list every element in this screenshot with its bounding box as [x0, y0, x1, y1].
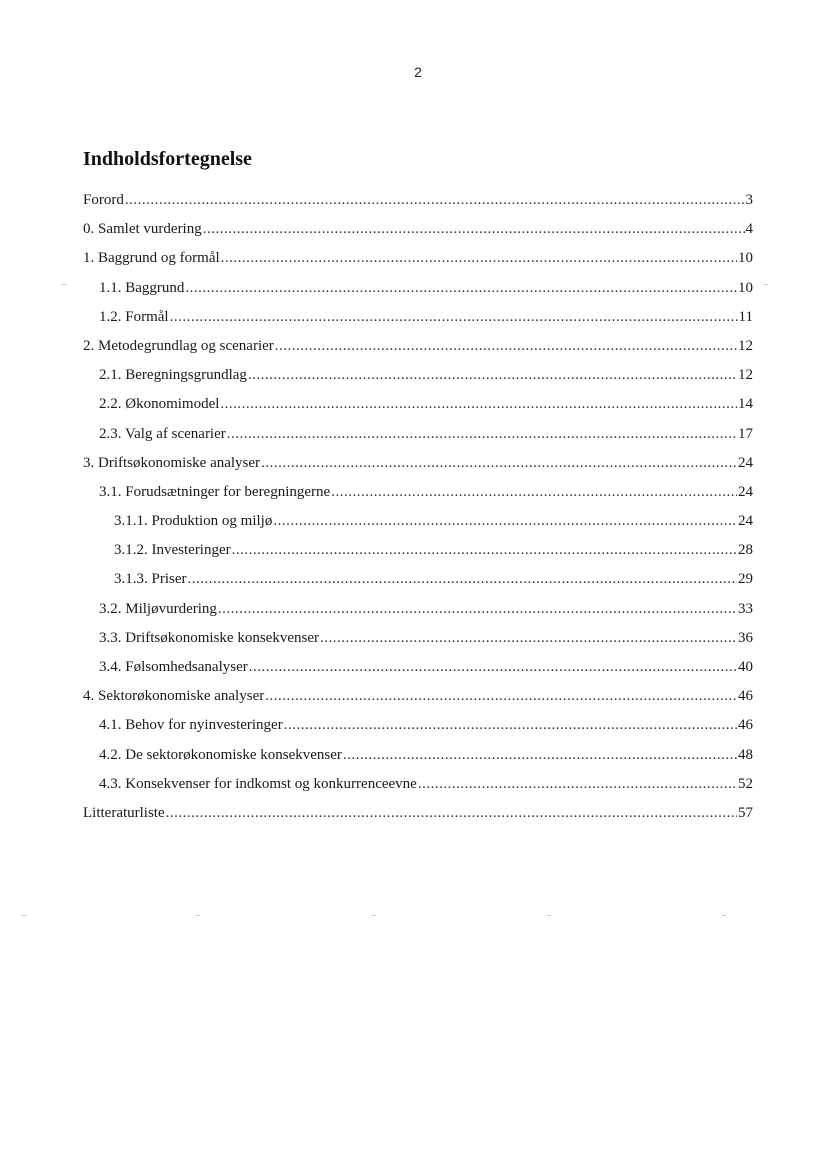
toc-entry-label: 3.1.2. Investeringer [114, 542, 231, 559]
toc-entry-page: 46 [738, 717, 753, 734]
toc-dot-leader [166, 799, 737, 828]
toc-entry-label: 1.2. Formål [99, 308, 169, 325]
toc-dot-leader [249, 653, 737, 682]
toc-dot-leader [331, 478, 737, 507]
toc-entry-label: 2.2. Økonomimodel [99, 396, 220, 413]
toc-entry[interactable] [83, 624, 753, 653]
toc-entry[interactable] [83, 332, 753, 361]
toc-dot-leader [275, 332, 737, 361]
toc-entry-label: 4.3. Konsekvenser for indkomst og konkurrenceevne [99, 775, 417, 792]
toc-entry-page: 33 [738, 600, 753, 617]
toc-entry-label: 2.1. Beregningsgrundlag [99, 367, 247, 384]
page-number: 2 [414, 64, 422, 80]
toc-entry-page: 11 [738, 308, 753, 325]
toc-dot-leader [265, 682, 737, 711]
toc-entry-page: 40 [738, 659, 753, 675]
toc-dot-leader [185, 274, 737, 303]
toc-entry-page: 17 [738, 425, 753, 442]
toc-entry-page: 36 [738, 629, 753, 646]
toc-entry[interactable] [83, 595, 753, 624]
toc-entry-label: Forord [83, 192, 124, 208]
toc-entry[interactable] [83, 741, 753, 770]
toc-dot-leader [273, 507, 737, 536]
toc-dot-leader [218, 595, 737, 624]
toc-entry[interactable] [83, 770, 753, 799]
scan-mark [547, 915, 551, 916]
toc-entry-label: 3.2. Miljøvurdering [99, 600, 217, 617]
toc-entry-page: 48 [738, 746, 753, 763]
scan-mark [372, 915, 376, 916]
scan-mark [196, 915, 200, 916]
toc-entry[interactable] [83, 799, 753, 828]
toc-entry[interactable] [83, 682, 753, 711]
toc-title: Indholdsfortegnelse [83, 148, 252, 170]
toc-entry[interactable] [83, 186, 753, 215]
toc-entry-page: 24 [738, 483, 753, 500]
toc-entry[interactable] [83, 215, 753, 244]
toc-entry[interactable] [83, 536, 753, 565]
scan-mark [62, 284, 66, 285]
toc-entry[interactable] [83, 565, 753, 594]
toc-entry[interactable] [83, 653, 753, 682]
toc-dot-leader [418, 770, 737, 799]
toc-entry-label: 2.3. Valg af scenarier [99, 425, 226, 442]
toc-entry-label: 4.2. De sektorøkonomiske konsekvenser [99, 746, 342, 763]
toc-entry-page: 10 [738, 250, 753, 267]
toc-dot-leader [125, 186, 745, 215]
toc-entry[interactable] [83, 390, 753, 419]
toc-dot-leader [170, 303, 738, 332]
toc-entry-page: 12 [738, 337, 753, 354]
toc-entry-label: 3.1. Forudsætninger for beregningerne [99, 483, 331, 500]
toc-entry-label: 4.1. Behov for nyinvesteringer [99, 717, 283, 734]
toc-entry-label: 1. Baggrund og formål [83, 250, 220, 267]
toc-entry-page: 24 [738, 513, 753, 530]
toc-entry-page: 28 [738, 542, 753, 559]
toc-entry-label: Litteraturliste [83, 804, 165, 821]
toc-entry-label: 1.1. Baggrund [99, 279, 185, 296]
toc-entry-label: 3.1.3. Priser [114, 571, 187, 588]
toc-entry-page: 10 [738, 279, 753, 296]
toc-entry-label: 3.3. Driftsøkonomiske konsekvenser [99, 629, 319, 646]
toc-entry-page: 52 [738, 775, 753, 792]
toc-entry-label: 4. Sektorøkonomiske analyser [83, 688, 265, 705]
toc-entry-page: 29 [738, 571, 753, 588]
toc-entry-page: 12 [738, 367, 753, 384]
toc-dot-leader [227, 420, 737, 449]
toc-entry-label: 3.4. Følsomhedsanalyser [99, 659, 248, 675]
toc-entry[interactable] [83, 507, 753, 536]
toc-entry-label: 3.1.1. Produktion og miljø [114, 513, 273, 530]
toc-dot-leader [320, 624, 737, 653]
toc-entry[interactable] [83, 420, 753, 449]
toc-dot-leader [248, 361, 737, 390]
toc-entry-page: 46 [738, 688, 753, 705]
toc-entry[interactable] [83, 478, 753, 507]
toc-entry-label: 3. Driftsøkonomiske analyser [83, 454, 261, 471]
toc-entry-page: 3 [745, 192, 753, 208]
toc-entry[interactable] [83, 303, 753, 332]
toc-dot-leader [221, 244, 737, 273]
toc-entry-page: 14 [738, 396, 753, 413]
scan-mark [722, 915, 726, 916]
toc-entry-page: 57 [738, 804, 753, 821]
toc-entry-label: 2. Metodegrundlag og scenarier [83, 337, 274, 354]
toc-entry[interactable] [83, 274, 753, 303]
scan-mark [22, 915, 26, 916]
table-of-contents [83, 186, 753, 828]
toc-entry-page: 4 [745, 221, 753, 238]
toc-dot-leader [188, 565, 738, 594]
toc-dot-leader [343, 741, 737, 770]
scan-mark [764, 284, 768, 285]
toc-entry-page: 24 [738, 454, 753, 471]
toc-entry[interactable] [83, 361, 753, 390]
toc-entry[interactable] [83, 244, 753, 273]
toc-dot-leader [284, 711, 737, 740]
toc-entry-label: 0. Samlet vurdering [83, 221, 202, 238]
toc-entry[interactable] [83, 449, 753, 478]
toc-dot-leader [261, 449, 737, 478]
toc-dot-leader [220, 390, 737, 419]
toc-dot-leader [232, 536, 737, 565]
toc-dot-leader [203, 215, 745, 244]
toc-entry[interactable] [83, 711, 753, 740]
